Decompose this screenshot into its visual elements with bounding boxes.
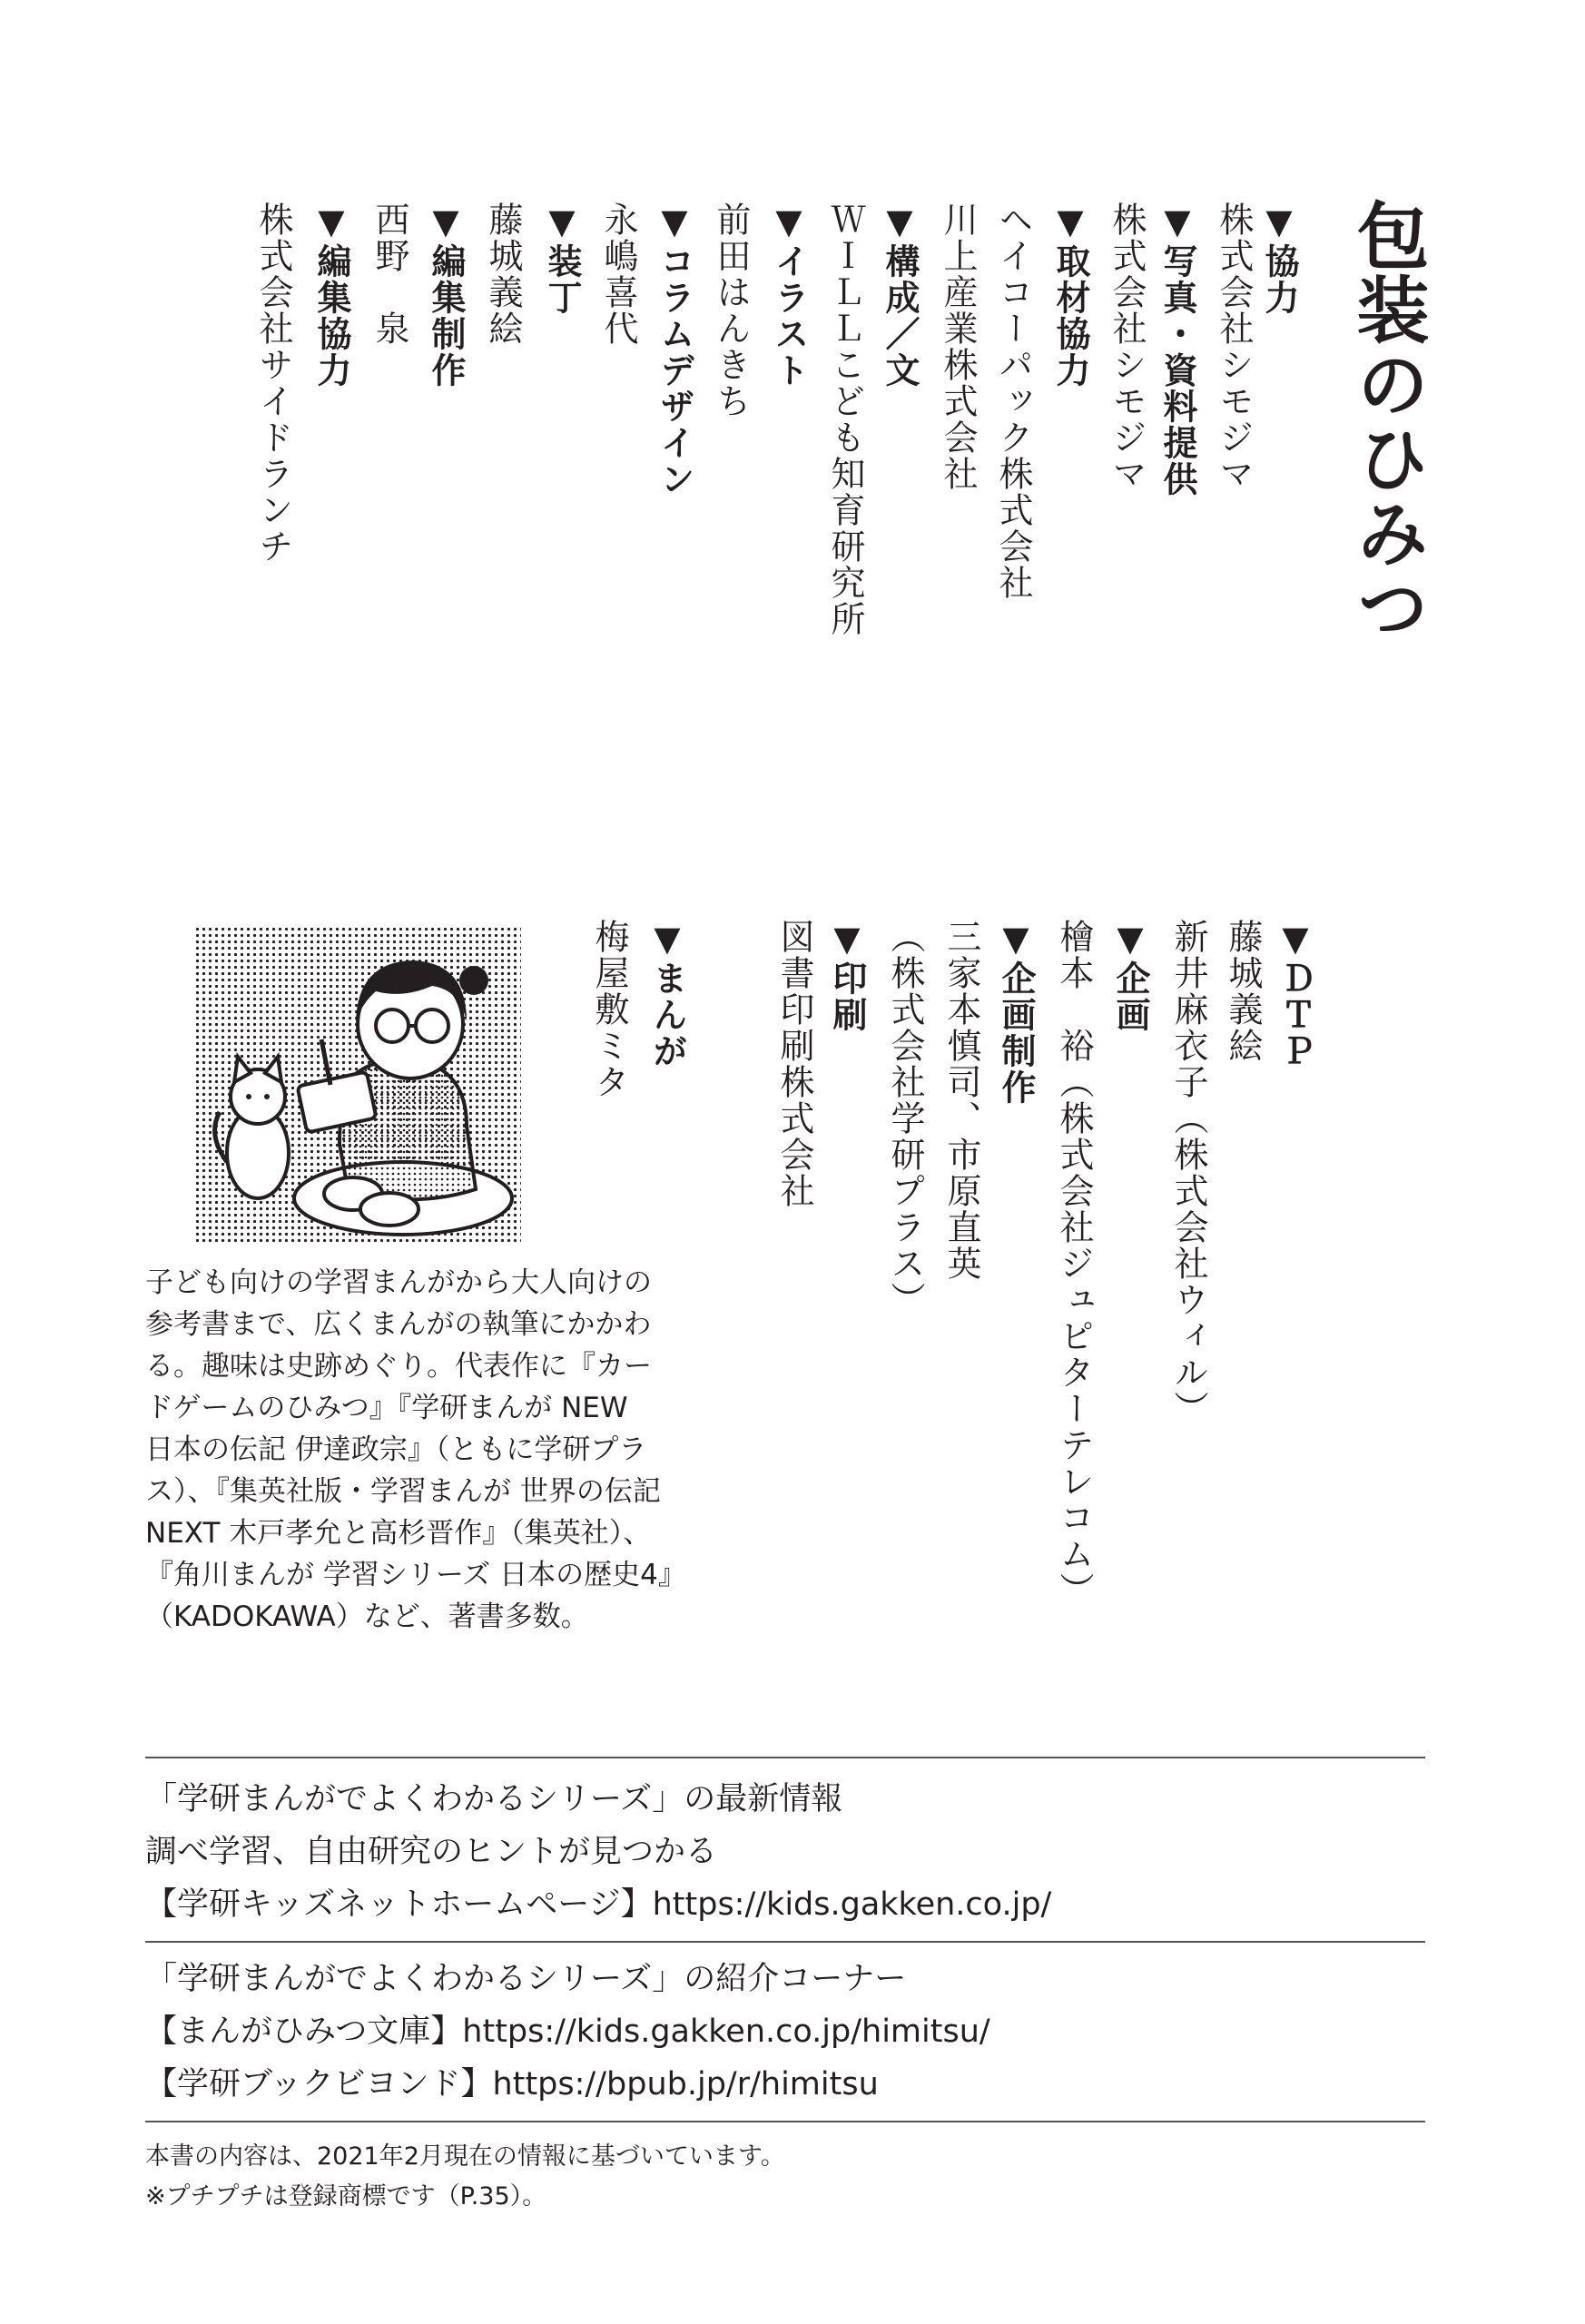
credit-value: 梅屋敷ミタ [589, 919, 629, 1100]
credit-value: 川上産業株式会社 [938, 202, 978, 492]
credit-value: ヘイコーパック株式会社 [993, 202, 1033, 601]
credit-value: 新井麻衣子（株式会社ウィル） [1168, 919, 1208, 1427]
info-latest-title: 「学研まんがでよくわかるシリーズ」の最新情報 [145, 1781, 843, 1817]
info-bookbeyond-link[interactable]: 【学研ブックビヨンド】https://bpub.jp/r/himitsu [145, 2066, 879, 2102]
credit-value: 三家本慎司、市原直英 [941, 919, 981, 1282]
content-date-note: 本書の内容は、2021年2月現在の情報に基づいています。 [145, 2142, 785, 2171]
info-kidsnet-link[interactable]: 【学研キッズネットホームページ】https://kids.gakken.co.jp/ [145, 1886, 1052, 1923]
credit-value: 前田はんきち [711, 202, 751, 419]
credit-heading-photos: ▼写真・資料提供 [1157, 202, 1197, 497]
credit-heading-manga: ▼まんが [647, 919, 687, 1069]
credit-value: （株式会社学研プラス） [885, 919, 925, 1318]
credit-heading-binding: ▼装丁 [542, 202, 582, 316]
book-title: 包装のひみつ [1344, 198, 1429, 645]
credit-heading-dtp: ▼ＤＴＰ [1275, 919, 1315, 1069]
credit-value: 株式会社シモジマ [1107, 202, 1147, 492]
credit-heading-cooperation: ▼協力 [1259, 202, 1299, 316]
credit-value: 藤城義絵 [483, 202, 523, 347]
credit-heading-column-design: ▼コラムデザイン [655, 202, 694, 497]
credit-value: 図書印刷株式会社 [774, 919, 814, 1209]
divider [145, 1941, 1425, 1943]
credit-value: 永嶋喜代 [598, 202, 638, 347]
credit-value: ＷＩＬＬこども知育研究所 [825, 202, 865, 637]
trademark-note: ※プチプチは登録商標です（P.35）。 [145, 2182, 547, 2211]
credit-value: 藤城義絵 [1223, 919, 1263, 1064]
credit-heading-planning: ▼企画 [1110, 919, 1150, 1033]
artist-bio: 子ども向けの学習まんがから大人向けの 参考書まで、広くまんがの執筆にかかわ る。趣味は史跡めぐり。代表作に『カー ドゲームのひみつ』『学研まんが NEW 日本の伝記 伊達政宗』（ともに学研プラ ス）、『集英社版・学習まんが 世界の伝記 NEXT 木戸孝允と高杉晋作』（集英社）、 『角川まんが 学習シリーズ 日本の歴史4』 （KADOKAWA）など、著書多数。 [145, 1266, 686, 1633]
credit-heading-planning-production: ▼企画制作 [996, 919, 1036, 1106]
credit-heading-editing: ▼編集制作 [426, 202, 466, 389]
info-latest-subtitle: 調べ学習、自由研究のヒントが見つかる [145, 1834, 718, 1870]
credit-value: 西野 泉 [369, 202, 409, 347]
divider [145, 2121, 1425, 2122]
credit-heading-interview: ▼取材協力 [1050, 202, 1090, 389]
credit-value: 檜本 裕（株式会社ジュピターテレコム） [1054, 919, 1094, 1609]
info-himitsu-link[interactable]: 【まんがひみつ文庫】https://kids.gakken.co.jp/himitsu/ [145, 2014, 990, 2050]
credit-value: 株式会社サイドランチ [253, 202, 293, 565]
info-intro-title: 「学研まんがでよくわかるシリーズ」の紹介コーナー [145, 1961, 907, 1997]
credit-heading-illustration: ▼イラスト [769, 202, 809, 389]
artist-illustration [194, 926, 521, 1244]
credit-heading-printing: ▼印刷 [827, 919, 867, 1033]
divider [145, 1757, 1425, 1758]
credit-heading-composition: ▼構成／文 [880, 202, 920, 389]
credit-heading-editing-cooperation: ▼編集協力 [311, 202, 351, 389]
credit-value: 株式会社シモジマ [1214, 202, 1254, 492]
